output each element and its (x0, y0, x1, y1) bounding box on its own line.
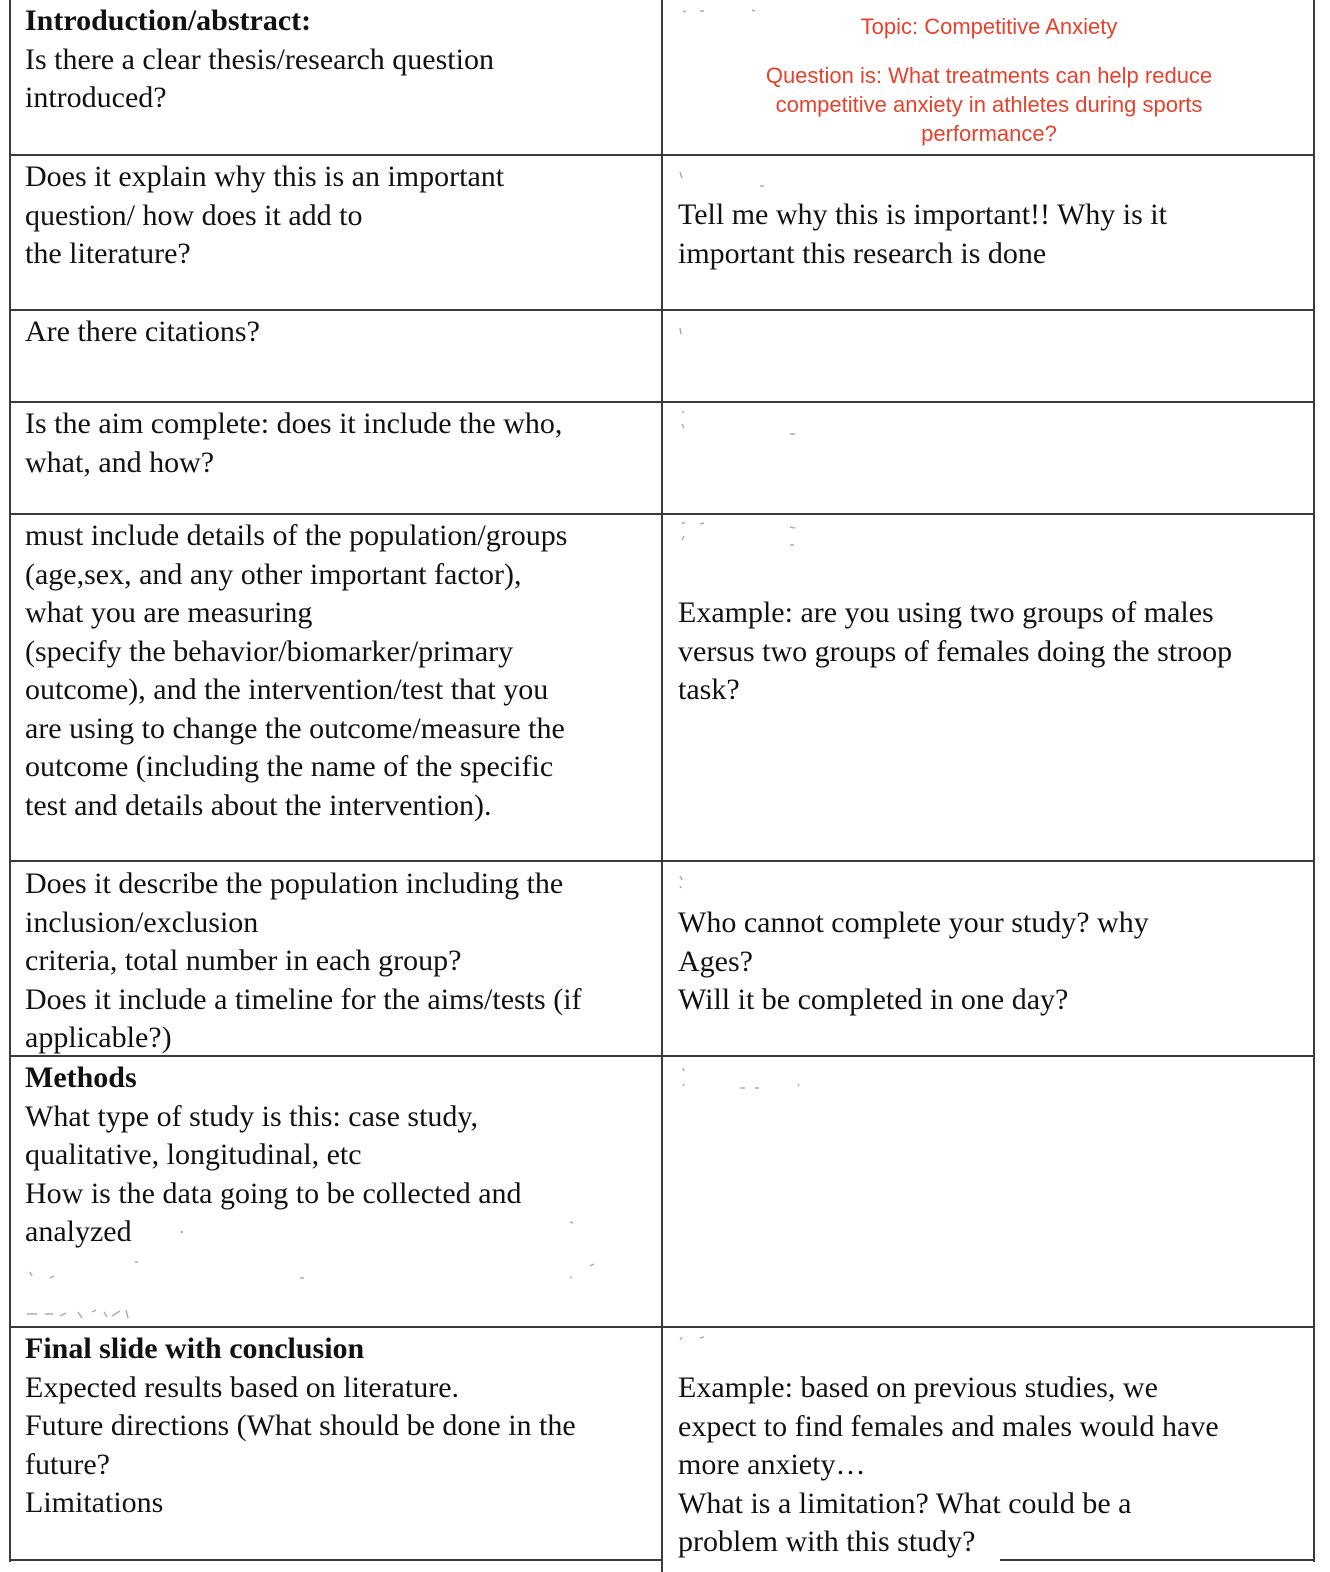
criteria-line: analyzed (25, 1215, 132, 1248)
criteria-line: (specify the behavior/biomarker/primary (25, 634, 514, 668)
criteria-line: Expected results based on literature. (25, 1370, 460, 1404)
section-heading: Methods (25, 1061, 137, 1094)
feedback-line: important this research is done (678, 236, 1047, 270)
question-line: competitive anxiety in athletes during sports (775, 92, 1203, 117)
criteria-line: are using to change the outcome/measure the (25, 711, 565, 745)
criteria-line: Is there a clear thesis/research question (25, 42, 494, 76)
feedback-line: Who cannot complete your study? why (678, 906, 1149, 939)
criteria-line: outcome (including the name of the specific (25, 750, 554, 783)
criteria-line: question/ how does it add to (25, 198, 363, 232)
criteria-line: Limitations (25, 1486, 164, 1519)
feedback-line: Will it be completed in one day? (678, 983, 1069, 1016)
feedback-line: What is a limitation? What could be a (678, 1486, 1132, 1520)
criteria-line: How is the data going to be collected and (25, 1176, 522, 1210)
criteria-line: What type of study is this: case study, (25, 1099, 478, 1133)
criteria-line: Are there citations? (25, 315, 260, 348)
criteria-line: the literature? (25, 237, 191, 270)
criteria-line: Does it explain why this is an important (25, 160, 505, 193)
criteria-line: outcome), and the intervention/test that you (25, 673, 549, 706)
feedback-line: Ages? (678, 944, 753, 978)
feedback-line: Example: based on previous studies, we (678, 1371, 1158, 1404)
criteria-line: criteria, total number in each group? (25, 944, 462, 977)
criteria-line: qualitative, longitudinal, etc (25, 1138, 362, 1171)
feedback-line: expect to find females and males would have (678, 1409, 1219, 1443)
feedback-line: more anxiety… (678, 1448, 866, 1481)
criteria-line: test and details about the intervention). (25, 788, 492, 822)
feedback-line: task? (678, 673, 740, 706)
criteria-line: Does it include a timeline for the aims/tests (if (25, 982, 582, 1016)
section-heading: Final slide with conclusion (25, 1332, 365, 1365)
criteria-line: what, and how? (25, 445, 215, 479)
criteria-line: applicable?) (25, 1021, 172, 1054)
criteria-line: Future directions (What should be done in the (25, 1409, 576, 1442)
criteria-line: inclusion/exclusion (25, 905, 259, 939)
criteria-line: Does it describe the population including the (25, 867, 564, 900)
feedback-line: problem with this study? (678, 1525, 976, 1558)
feedback-line: versus two groups of females doing the stroop (678, 634, 1233, 668)
feedback-line: Tell me why this is important!! Why is it (678, 198, 1167, 231)
feedback-line: Example: are you using two groups of males (678, 596, 1214, 629)
criteria-line: future? (25, 1447, 110, 1481)
criteria-line: must include details of the population/groups (25, 519, 568, 552)
criteria-line: introduced? (25, 81, 167, 114)
question-line: performance? (921, 121, 1057, 146)
topic-note: Topic: Competitive Anxiety (860, 14, 1118, 39)
criteria-line: what you are measuring (25, 596, 313, 629)
criteria-line: (age,sex, and any other important factor), (25, 557, 522, 591)
question-line: Question is: What treatments can help reduce (765, 63, 1213, 88)
section-heading: Introduction/abstract: (25, 4, 312, 37)
criteria-line: Is the aim complete: does it include the who, (25, 407, 563, 440)
